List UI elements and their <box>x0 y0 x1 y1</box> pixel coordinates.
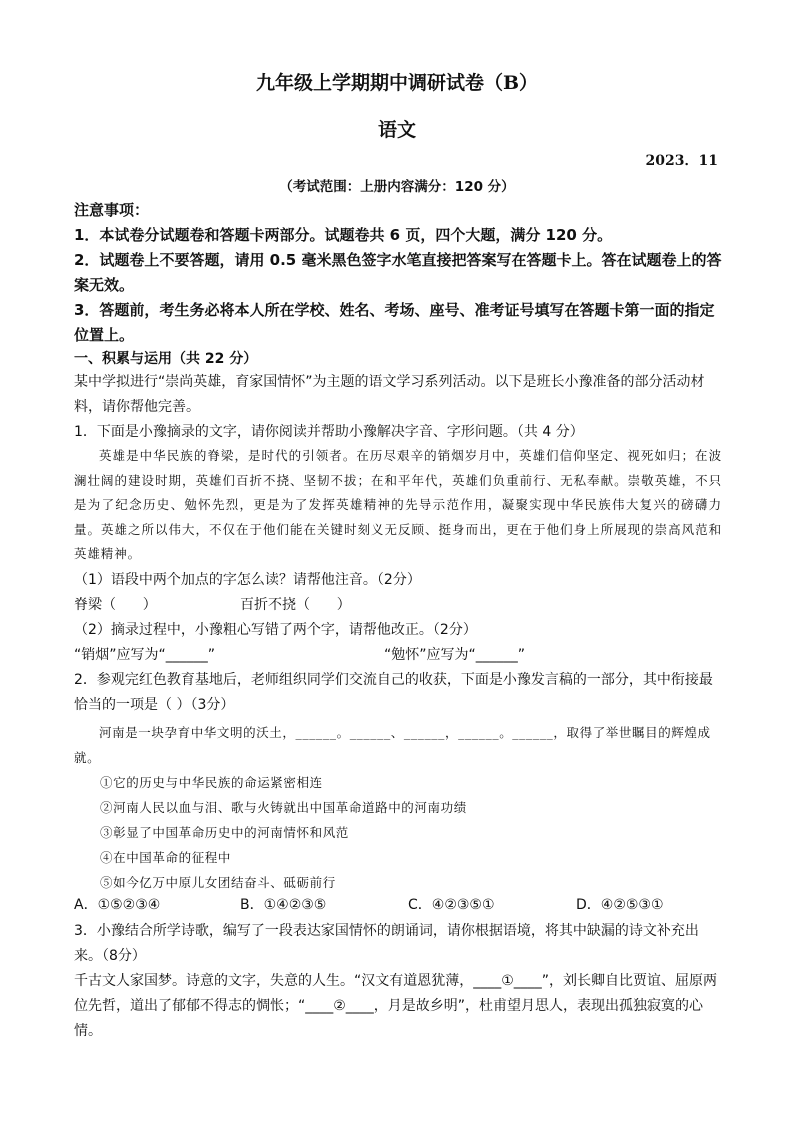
correction-blank-2[interactable]: “勉怀”应写为“______” <box>384 647 526 663</box>
question-1-subparts <box>74 568 722 668</box>
note-item: 1．本试卷分试题卷和答题卡两部分。试题卷共 6 页，四个大题，满分 120 分。 <box>74 226 613 244</box>
section-heading: 一、积累与运用（共 22 分） <box>74 351 258 367</box>
exam-title: 九年级上学期期中调研试卷（B） <box>255 72 539 94</box>
subquestion-1: （1）语段中两个加点的字怎么读？请帮他注音。（2分） <box>74 572 421 588</box>
option-item: ②河南人民以血与泪、歌与火铸就出中国革命道路中的河南功绩 <box>100 800 467 815</box>
exam-date: 2023．11 <box>645 153 718 169</box>
correction-blank-1[interactable]: “销烟”应写为“______” <box>74 647 216 663</box>
choice-d[interactable]: D．④②⑤③① <box>576 897 664 913</box>
note-item: 3．答题前，考生务必将本人所在学校、姓名、考场、座号、准考证号填写在答题卡第一面的指定位置上。 <box>74 301 715 344</box>
section-intro: 某中学拟进行“崇尚英雄，育家国情怀”为主题的语文学习系列活动。以下是班长小豫准备的部分活动材料，请你帮他完善。 <box>74 374 705 415</box>
question-2-passage: 河南是一块孕育中华文明的沃土，______。______、______，______。______，取得了举世瞩目的辉煌成就。 <box>74 725 711 765</box>
note-item: 2．试题卷上不要答题，请用 0.5 毫米黑色签字水笔直接把答案写在答题卡上。答在试题卷上的答案无效。 <box>74 251 722 294</box>
choice-a[interactable]: A．①⑤②③④ <box>74 897 161 913</box>
subject-title: 语文 <box>377 119 416 141</box>
choice-c[interactable]: C．④②③⑤① <box>408 897 495 913</box>
subquestion-2: （2）摘录过程中，小豫粗心写错了两个字，请帮他改正。（2分） <box>74 622 477 638</box>
notes-heading: 注意事项： <box>74 201 150 219</box>
question-3-text: 千古文人家国梦。诗意的文字，失意的人生。“汉文有道恩犹薄，____①____”，刘长卿自比贾谊、屈原两位先哲，道出了郁郁不得志的惆怅；“____②____，月是故乡明”，杜甫望月思人，表现出孤独寂寞的心情。 <box>74 973 718 1039</box>
question-3 <box>74 919 722 1044</box>
pinyin-answer-row <box>74 593 722 618</box>
option-item: ①它的历史与中华民族的命运紧密相连 <box>100 775 323 790</box>
question-2-stem: 2．参观完红色教育基地后，老师组织同学们交流自己的收获，下面是小豫发言稿的一部分，其中衔接最恰当的一项是（ ）（3分） <box>74 672 713 713</box>
question-1-stem: 1．下面是小豫摘录的文字，请你阅读并帮助小豫解决字音、字形问题。（共 4 分） <box>74 424 584 440</box>
option-item: ③彰显了中国革命历史中的河南情怀和风范 <box>100 825 349 840</box>
pinyin-blank-1[interactable]: 脊梁（ ） <box>74 597 157 613</box>
question-2-choices <box>74 894 722 919</box>
choice-b[interactable]: B．①④②③⑤ <box>240 897 327 913</box>
option-item: ④在中国革命的征程中 <box>100 850 232 865</box>
pinyin-blank-2[interactable]: 百折不挠（ ） <box>240 597 351 613</box>
notes-section <box>74 198 722 348</box>
question-3-stem: 3．小豫结合所学诗歌，编写了一段表达家国情怀的朗诵词，请你根据语境，将其中缺漏的诗文补充出来。（8分） <box>74 923 699 964</box>
question-2-options <box>100 770 467 895</box>
option-item: ⑤如今亿万中原儿女团结奋斗、砥砺前行 <box>100 875 336 890</box>
correction-answer-row <box>74 643 722 668</box>
question-1-passage: 英雄是中华民族的脊梁，是时代的引领者。在历尽艰辛的销烟岁月中，英雄们信仰坚定、视死如归；在波澜壮阔的建设时期，英雄们百折不挠、坚韧不拔；在和平年代，英雄们负重前行、无私奉献。崇敬英雄，不只是为了纪念历史、勉怀先烈，更是为了发挥英雄精神的先导示范作用，凝聚实现中华民族伟大复兴的磅礴力量。英雄之所以伟大，不仅在于他们能在关键时刻义无反顾、挺身而出，更在于他们身上所展现的崇高风范和英雄精神。 <box>74 448 722 562</box>
exam-scope: （考试范围：上册内容满分：120 分） <box>279 179 515 195</box>
